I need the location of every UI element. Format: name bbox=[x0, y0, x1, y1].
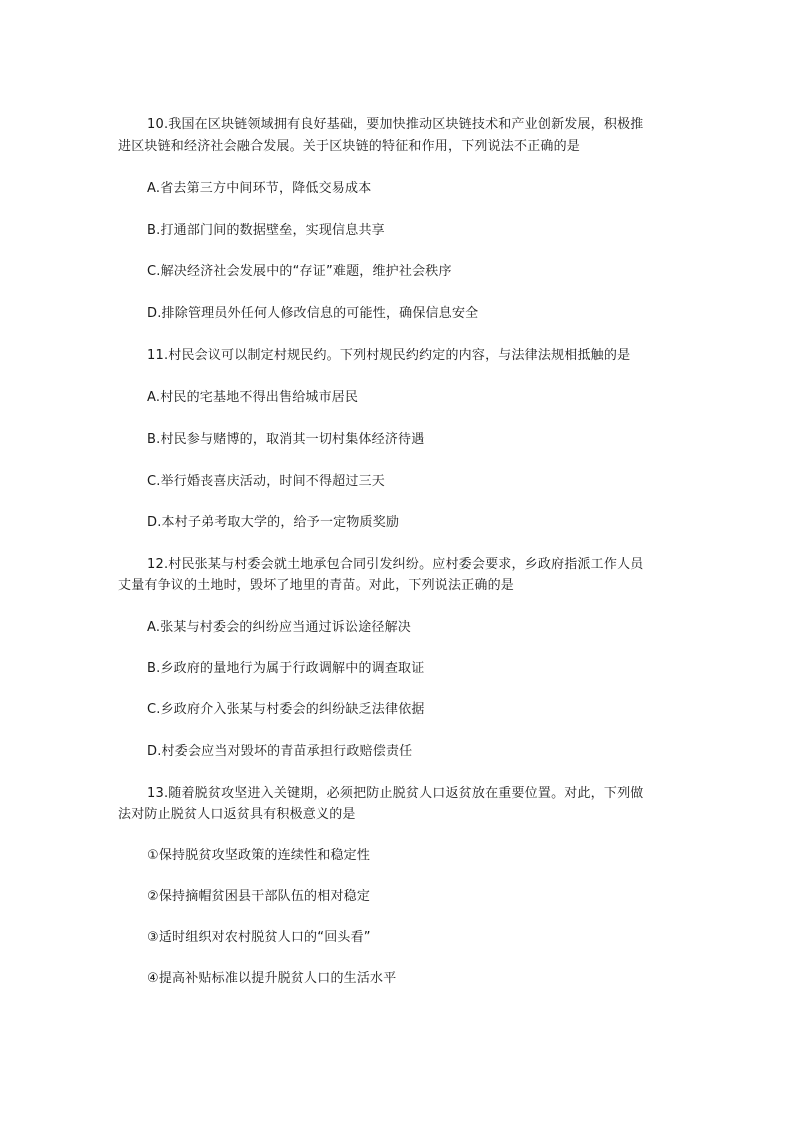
question-13-option-1: ①保持脱贫攻坚政策的连续性和稳定性 bbox=[147, 848, 371, 863]
question-12-option-b: B.乡政府的量地行为属于行政调解中的调查取证 bbox=[147, 661, 425, 676]
question-10-option-d: D.排除管理员外任何人修改信息的可能性，确保信息安全 bbox=[147, 306, 479, 321]
question-13-option-2: ②保持摘帽贫困县干部队伍的相对稳定 bbox=[147, 889, 371, 904]
question-12-stem-line-2: 丈量有争议的土地时，毁坏了地里的青苗。对此，下列说法正确的是 bbox=[118, 578, 515, 593]
question-10-stem-line-2: 进区块链和经济社会融合发展。关于区块链的特征和作用，下列说法不正确的是 bbox=[118, 139, 581, 154]
question-10-option-b: B.打通部门间的数据壁垒，实现信息共享 bbox=[147, 223, 385, 238]
question-13-option-4: ④提高补贴标准以提升脱贫人口的生活水平 bbox=[147, 971, 397, 986]
question-13-option-3: ③适时组织对农村脱贫人口的“回头看” bbox=[147, 930, 371, 945]
question-11-option-a: A.村民的宅基地不得出售给城市居民 bbox=[147, 390, 359, 405]
question-10-option-a: A.省去第三方中间环节，降低交易成本 bbox=[147, 181, 372, 196]
question-13-stem-line-2: 法对防止脱贫人口返贫具有积极意义的是 bbox=[118, 807, 356, 822]
question-12-option-d: D.村委会应当对毁坏的青苗承担行政赔偿责任 bbox=[147, 744, 413, 759]
question-12-option-a: A.张某与村委会的纠纷应当通过诉讼途径解决 bbox=[147, 620, 411, 635]
question-10-stem-line-1: 10.我国在区块链领域拥有良好基础，要加快推动区块链技术和产业创新发展，积极推 bbox=[147, 117, 644, 132]
question-10-option-c: C.解决经济社会发展中的“存证”难题，维护社会秩序 bbox=[147, 264, 452, 279]
question-11-stem-line-1: 11.村民会议可以制定村规民约。下列村规民约约定的内容，与法律法规相抵触的是 bbox=[147, 348, 631, 363]
question-11-option-c: C.举行婚丧喜庆活动，时间不得超过三天 bbox=[147, 474, 386, 489]
question-12-option-c: C.乡政府介入张某与村委会的纠纷缺乏法律依据 bbox=[147, 702, 425, 717]
question-11-option-b: B.村民参与赌博的，取消其一切村集体经济待遇 bbox=[147, 432, 425, 447]
question-13-stem-line-1: 13.随着脱贫攻坚进入关键期，必须把防止脱贫人口返贫放在重要位置。对此，下列做 bbox=[147, 786, 644, 801]
question-12-stem-line-1: 12.村民张某与村委会就土地承包合同引发纠纷。应村委会要求，乡政府指派工作人员 bbox=[147, 557, 644, 572]
question-11-option-d: D.本村子弟考取大学的，给予一定物质奖励 bbox=[147, 515, 400, 530]
